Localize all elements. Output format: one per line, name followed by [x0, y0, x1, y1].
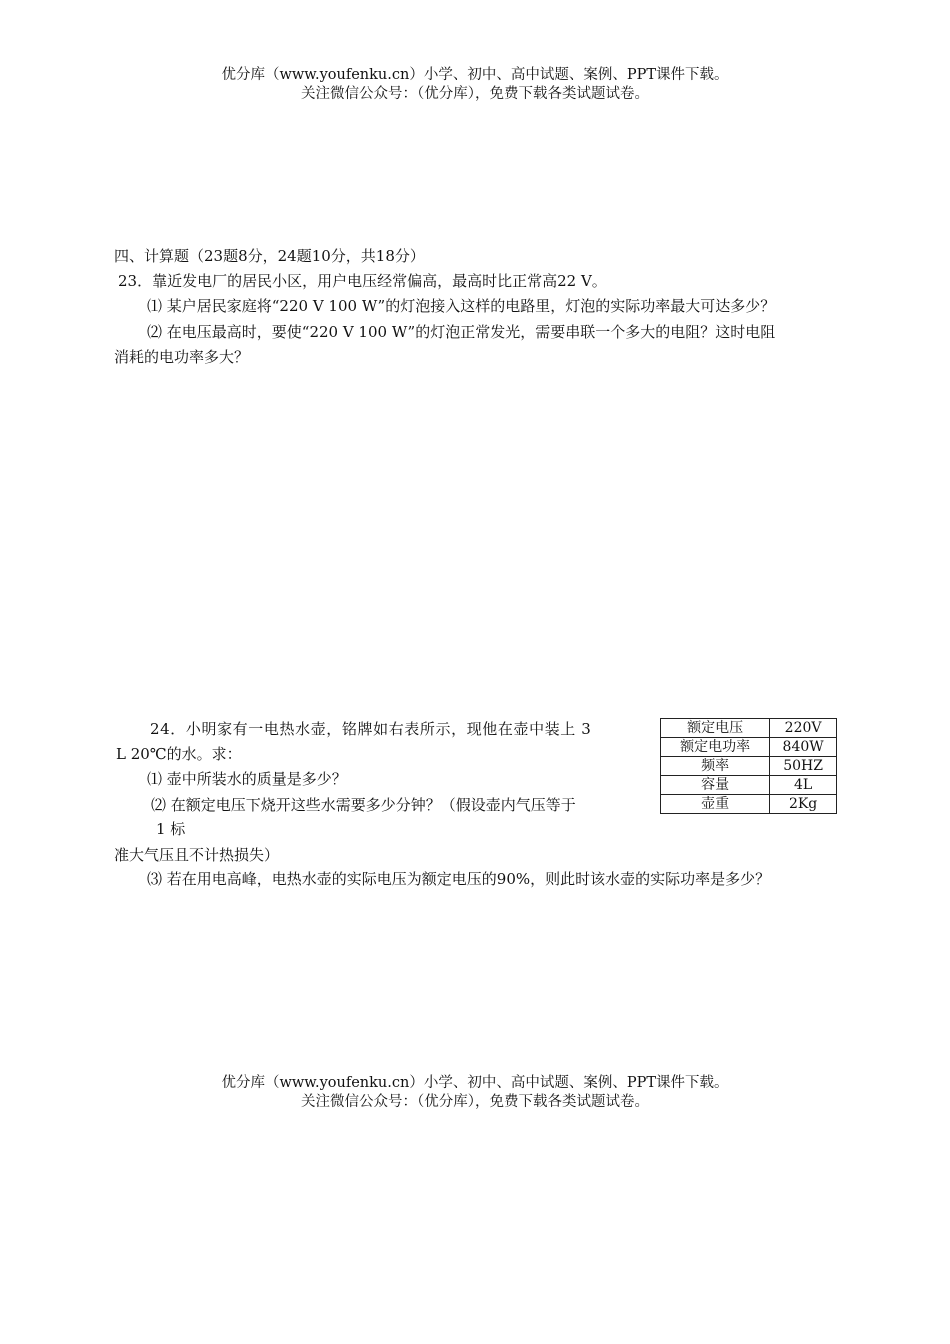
kettle-spec-table	[660, 718, 837, 814]
spec-value: 2Kg	[770, 795, 837, 814]
table-row	[661, 719, 837, 738]
q24-part3: ⑶ 若在用电高峰，电热水壶的实际电压为额定电压的90%，则此时该水壶的实际功率是多少？	[147, 870, 771, 888]
section-title: 四、计算题（23题8分，24题10分，共18分）	[114, 247, 425, 265]
q24-part1: ⑴ 壶中所装水的质量是多少？	[147, 770, 347, 788]
table-row	[661, 738, 837, 757]
table-row	[661, 757, 837, 776]
spec-value: 840W	[770, 738, 837, 757]
q23-stem: 23．靠近发电厂的居民小区，用户电压经常偏高，最高时比正常高22 V。	[118, 272, 607, 290]
table-row	[661, 795, 837, 814]
spec-label: 频率	[661, 757, 770, 776]
table-row	[661, 776, 837, 795]
spec-value: 220V	[770, 719, 837, 738]
q24-part2-line3: 准大气压且不计热损失）	[114, 846, 280, 864]
q24-stem-line1: 24．小明家有一电热水壶，铭牌如右表所示，现他在壶中装上 3	[150, 720, 592, 738]
spec-label: 额定电功率	[661, 738, 770, 757]
q23-part1: ⑴ 某户居民家庭将“220 V 100 W”的灯泡接入这样的电路里，灯泡的实际功率最大可达多少？	[147, 297, 776, 315]
q24-part2-line1: ⑵ 在额定电压下烧开这些水需要多少分钟？（假设壶内气压等于	[151, 796, 576, 814]
footer-line-1: 优分库（www.youfenku.cn）小学、初中、高中试题、案例、PPT课件下载。	[221, 1075, 729, 1091]
spec-value: 50HZ	[770, 757, 837, 776]
spec-label: 壶重	[661, 795, 770, 814]
q23-part2-line1: ⑵ 在电压最高时，要使“220 V 100 W”的灯泡正常发光，需要串联一个多大的电阻？这时电阻	[147, 323, 776, 341]
header-line-1: 优分库（www.youfenku.cn）小学、初中、高中试题、案例、PPT课件下载。	[221, 67, 729, 83]
q24-part2-line2: 1 标	[156, 820, 186, 838]
q24-stem-line2: L 20℃的水。求：	[116, 745, 242, 763]
spec-label: 容量	[661, 776, 770, 795]
footer-line-2: 关注微信公众号：（优分库），免费下载各类试题试卷。	[301, 1094, 649, 1110]
spec-value: 4L	[770, 776, 837, 795]
header-line-2: 关注微信公众号：（优分库），免费下载各类试题试卷。	[301, 86, 649, 102]
q23-part2-line2: 消耗的电功率多大？	[114, 348, 250, 366]
spec-label: 额定电压	[661, 719, 770, 738]
